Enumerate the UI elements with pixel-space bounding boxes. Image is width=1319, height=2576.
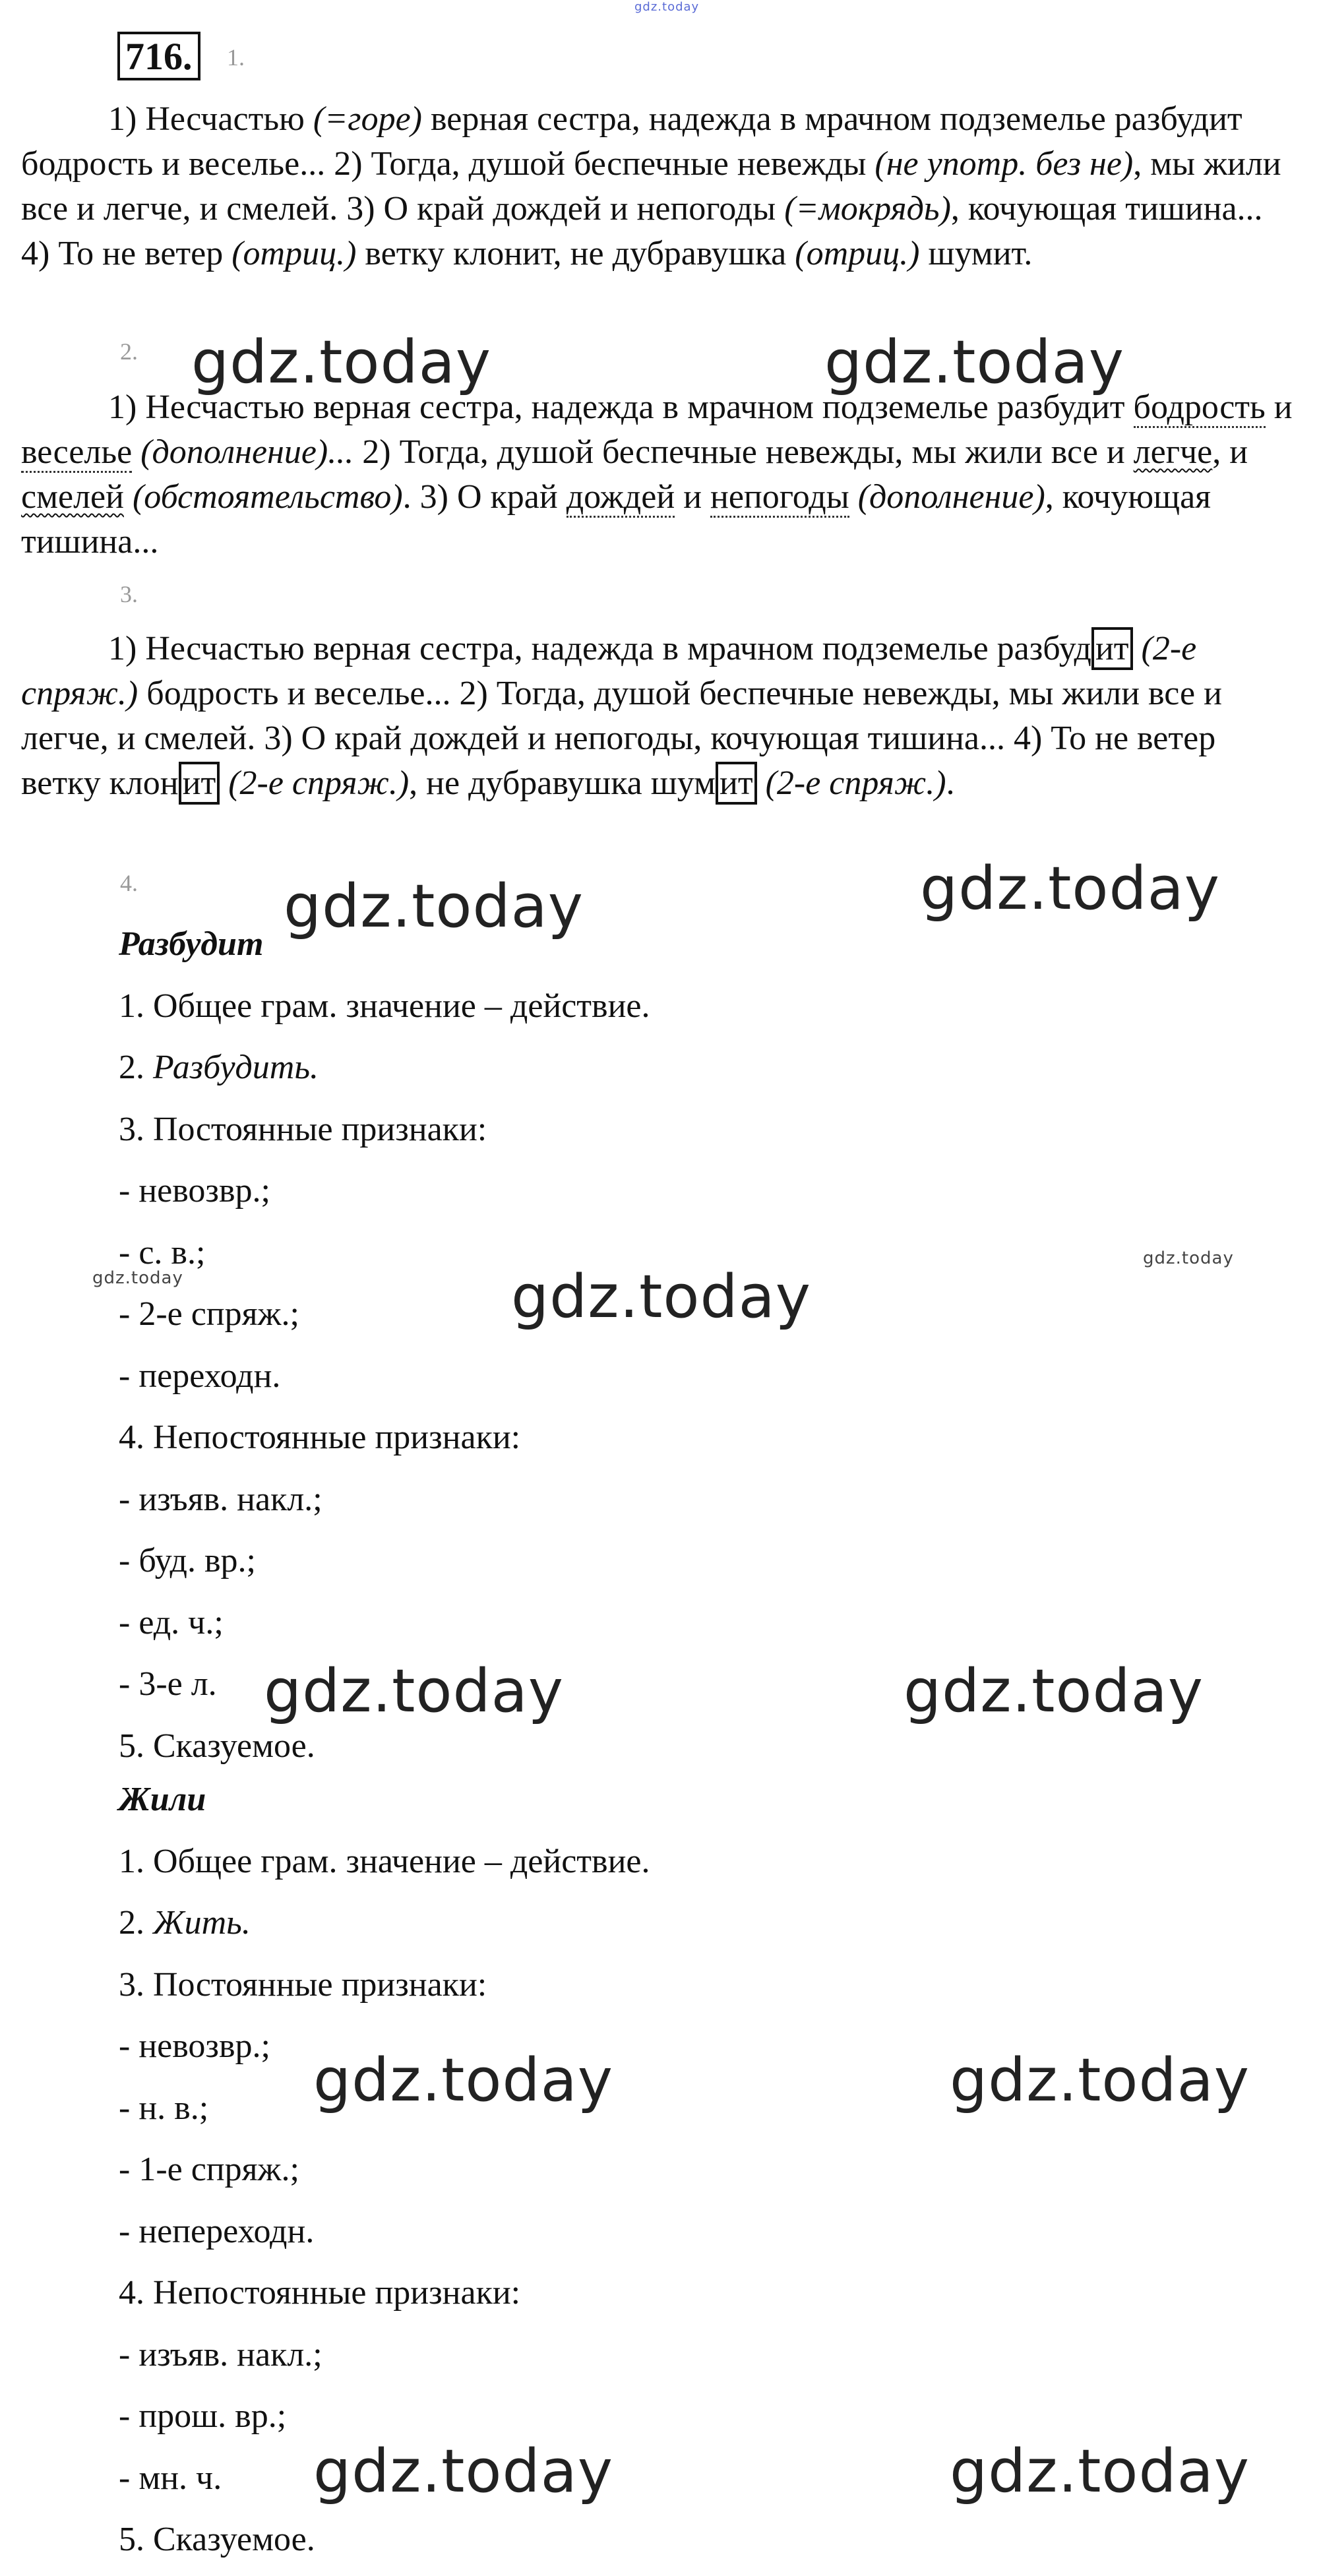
analysis-line: [119, 1892, 650, 1954]
text: бодрость и веселье... 2) Тогда, душой беспечные невежды, мы жили все и легче, и смелей. 3) О край дождей и непогоды, кочующая тишина... 4) То не ветер ветку клон: [21, 675, 1222, 802]
text: [757, 764, 766, 802]
text: 2.: [119, 1904, 153, 1942]
text: [1133, 630, 1142, 667]
analysis-line: - невозвр.;: [119, 1172, 270, 1210]
section-number-4: 4.: [120, 870, 138, 896]
analysis-line: 3. Постоянные признаки:: [119, 1110, 487, 1148]
text: . 3) О край: [402, 478, 567, 516]
watermark-top: gdz.today: [634, 0, 700, 14]
annotation: (2-е спряж.): [228, 764, 410, 802]
ending-box: ит: [716, 762, 757, 805]
analysis-line: - мн. ч.: [119, 2459, 222, 2497]
annotation: (=мокрядь): [784, 190, 951, 228]
annotation: (2-е спряж.): [21, 630, 1197, 712]
initial-form: Разбудить.: [153, 1049, 319, 1086]
watermark: gdz.today: [1143, 1248, 1234, 1268]
paragraph-3: [21, 627, 1299, 806]
analysis-line: - прош. вр.;: [119, 2397, 287, 2435]
ending-box: ит: [179, 762, 220, 805]
watermark: gdz.today: [511, 1262, 812, 1332]
analysis-line: 4. Непостоянные признаки:: [119, 2274, 521, 2312]
analysis-line: - ед. ч.;: [119, 1603, 224, 1641]
analysis-line: - с. в.;: [119, 1233, 206, 1272]
text: ветку клонит, не дубравушка: [356, 235, 795, 272]
watermark: gdz.today: [824, 328, 1125, 397]
watermark: gdz.today: [950, 2437, 1250, 2506]
underlined-word: непогоды: [710, 478, 849, 518]
underlined-word: смелей: [21, 478, 124, 516]
text: 1) Несчастью: [108, 100, 313, 138]
text: верная сестра, надежда в мрачном подземелье разбудит бодрость и веселье... 2) Тогда, душой беспечные невежды: [21, 100, 1242, 183]
annotation: (отриц.): [231, 235, 357, 272]
text: 2.: [119, 1049, 153, 1086]
analysis-line: - невозвр.;: [119, 2027, 270, 2065]
watermark: gdz.today: [191, 328, 492, 397]
watermark: gdz.today: [313, 2437, 614, 2506]
annotation: (2-е спряж.): [765, 764, 946, 802]
watermark: gdz.today: [313, 2046, 614, 2115]
analysis-line: - буд. вр.;: [119, 1542, 256, 1579]
annotation: (дополнение): [857, 478, 1045, 516]
analysis-line: - 2-е спряж.;: [119, 1295, 299, 1333]
analysis-line: 1. Общее грам. значение – действие.: [119, 1842, 650, 1880]
watermark: gdz.today: [920, 854, 1221, 923]
text: , мы жили все и легче, и смелей. 3) О край дождей и непогоды: [21, 145, 1281, 228]
underlined-word: легче: [1133, 433, 1213, 471]
analysis-line: - непереходн.: [119, 2212, 315, 2250]
analysis-line: - изъяв. накл.;: [119, 2335, 322, 2374]
text: [124, 478, 133, 516]
section-number-2: 2.: [120, 338, 138, 365]
text: 1) Несчастью верная сестра, надежда в мрачном подземелье разбуд: [108, 630, 1091, 667]
watermark: gdz.today: [264, 1657, 565, 1726]
text: , и: [1212, 433, 1248, 471]
underlined-word: дождей: [567, 478, 675, 518]
morph-analysis-1: [119, 913, 650, 1777]
analysis-line: 4. Непостоянные признаки:: [119, 1419, 521, 1456]
text: и: [1265, 388, 1293, 426]
underlined-word: веселье: [21, 433, 132, 473]
annotation: (не употр. без не): [874, 145, 1134, 183]
text: .: [946, 764, 955, 802]
analysis-line: 5. Сказуемое.: [119, 1727, 315, 1765]
analysis-line: - 3-е л.: [119, 1665, 217, 1703]
analysis-line: - н. в.;: [119, 2089, 209, 2127]
analysis-line: - изъяв. накл.;: [119, 1480, 322, 1518]
watermark: gdz.today: [950, 2046, 1250, 2115]
exercise-number: 716.: [117, 32, 200, 80]
analysis-line: 1. Общее грам. значение – действие.: [119, 987, 650, 1025]
analysis-heading: Жили: [119, 1781, 206, 1818]
text: , кочующая тишина...: [21, 478, 1212, 561]
annotation: (обстоятельство): [132, 478, 403, 516]
section-number-1: 1.: [227, 44, 245, 71]
analysis-line: - переходн.: [119, 1357, 281, 1395]
annotation: (отриц.): [795, 235, 920, 272]
watermark: gdz.today: [92, 1268, 183, 1288]
text: 2) Тогда, душой беспечные невежды, мы жили все и: [353, 433, 1134, 471]
analysis-line: - 1-е спряж.;: [119, 2151, 299, 2188]
text: 1) Несчастью верная сестра, надежда в мрачном подземелье разбудит: [108, 388, 1134, 426]
text: , кочующая тишина... 4) То не ветер: [21, 190, 1263, 272]
paragraph-2: [21, 385, 1299, 565]
text: шумит.: [919, 235, 1033, 272]
watermark: gdz.today: [904, 1657, 1204, 1726]
analysis-heading: Разбудит: [119, 925, 264, 963]
text: [220, 764, 228, 802]
ending-box: ит: [1091, 627, 1133, 670]
analysis-line: [119, 1037, 650, 1099]
watermark: gdz.today: [284, 872, 584, 941]
underlined-word: бодрость: [1134, 388, 1266, 428]
text: и: [675, 478, 711, 516]
text: , не дубравушка шум: [409, 764, 716, 802]
text: [132, 433, 140, 471]
analysis-line: 5. Сказуемое.: [119, 2521, 315, 2558]
section-number-3: 3.: [120, 581, 138, 607]
annotation: (=горе): [313, 100, 422, 138]
annotation: (дополнение)...: [140, 433, 354, 471]
text: [849, 478, 858, 516]
paragraph-1: [21, 97, 1299, 276]
analysis-line: 3. Постоянные признаки:: [119, 1965, 487, 2004]
initial-form: Жить.: [153, 1904, 251, 1942]
